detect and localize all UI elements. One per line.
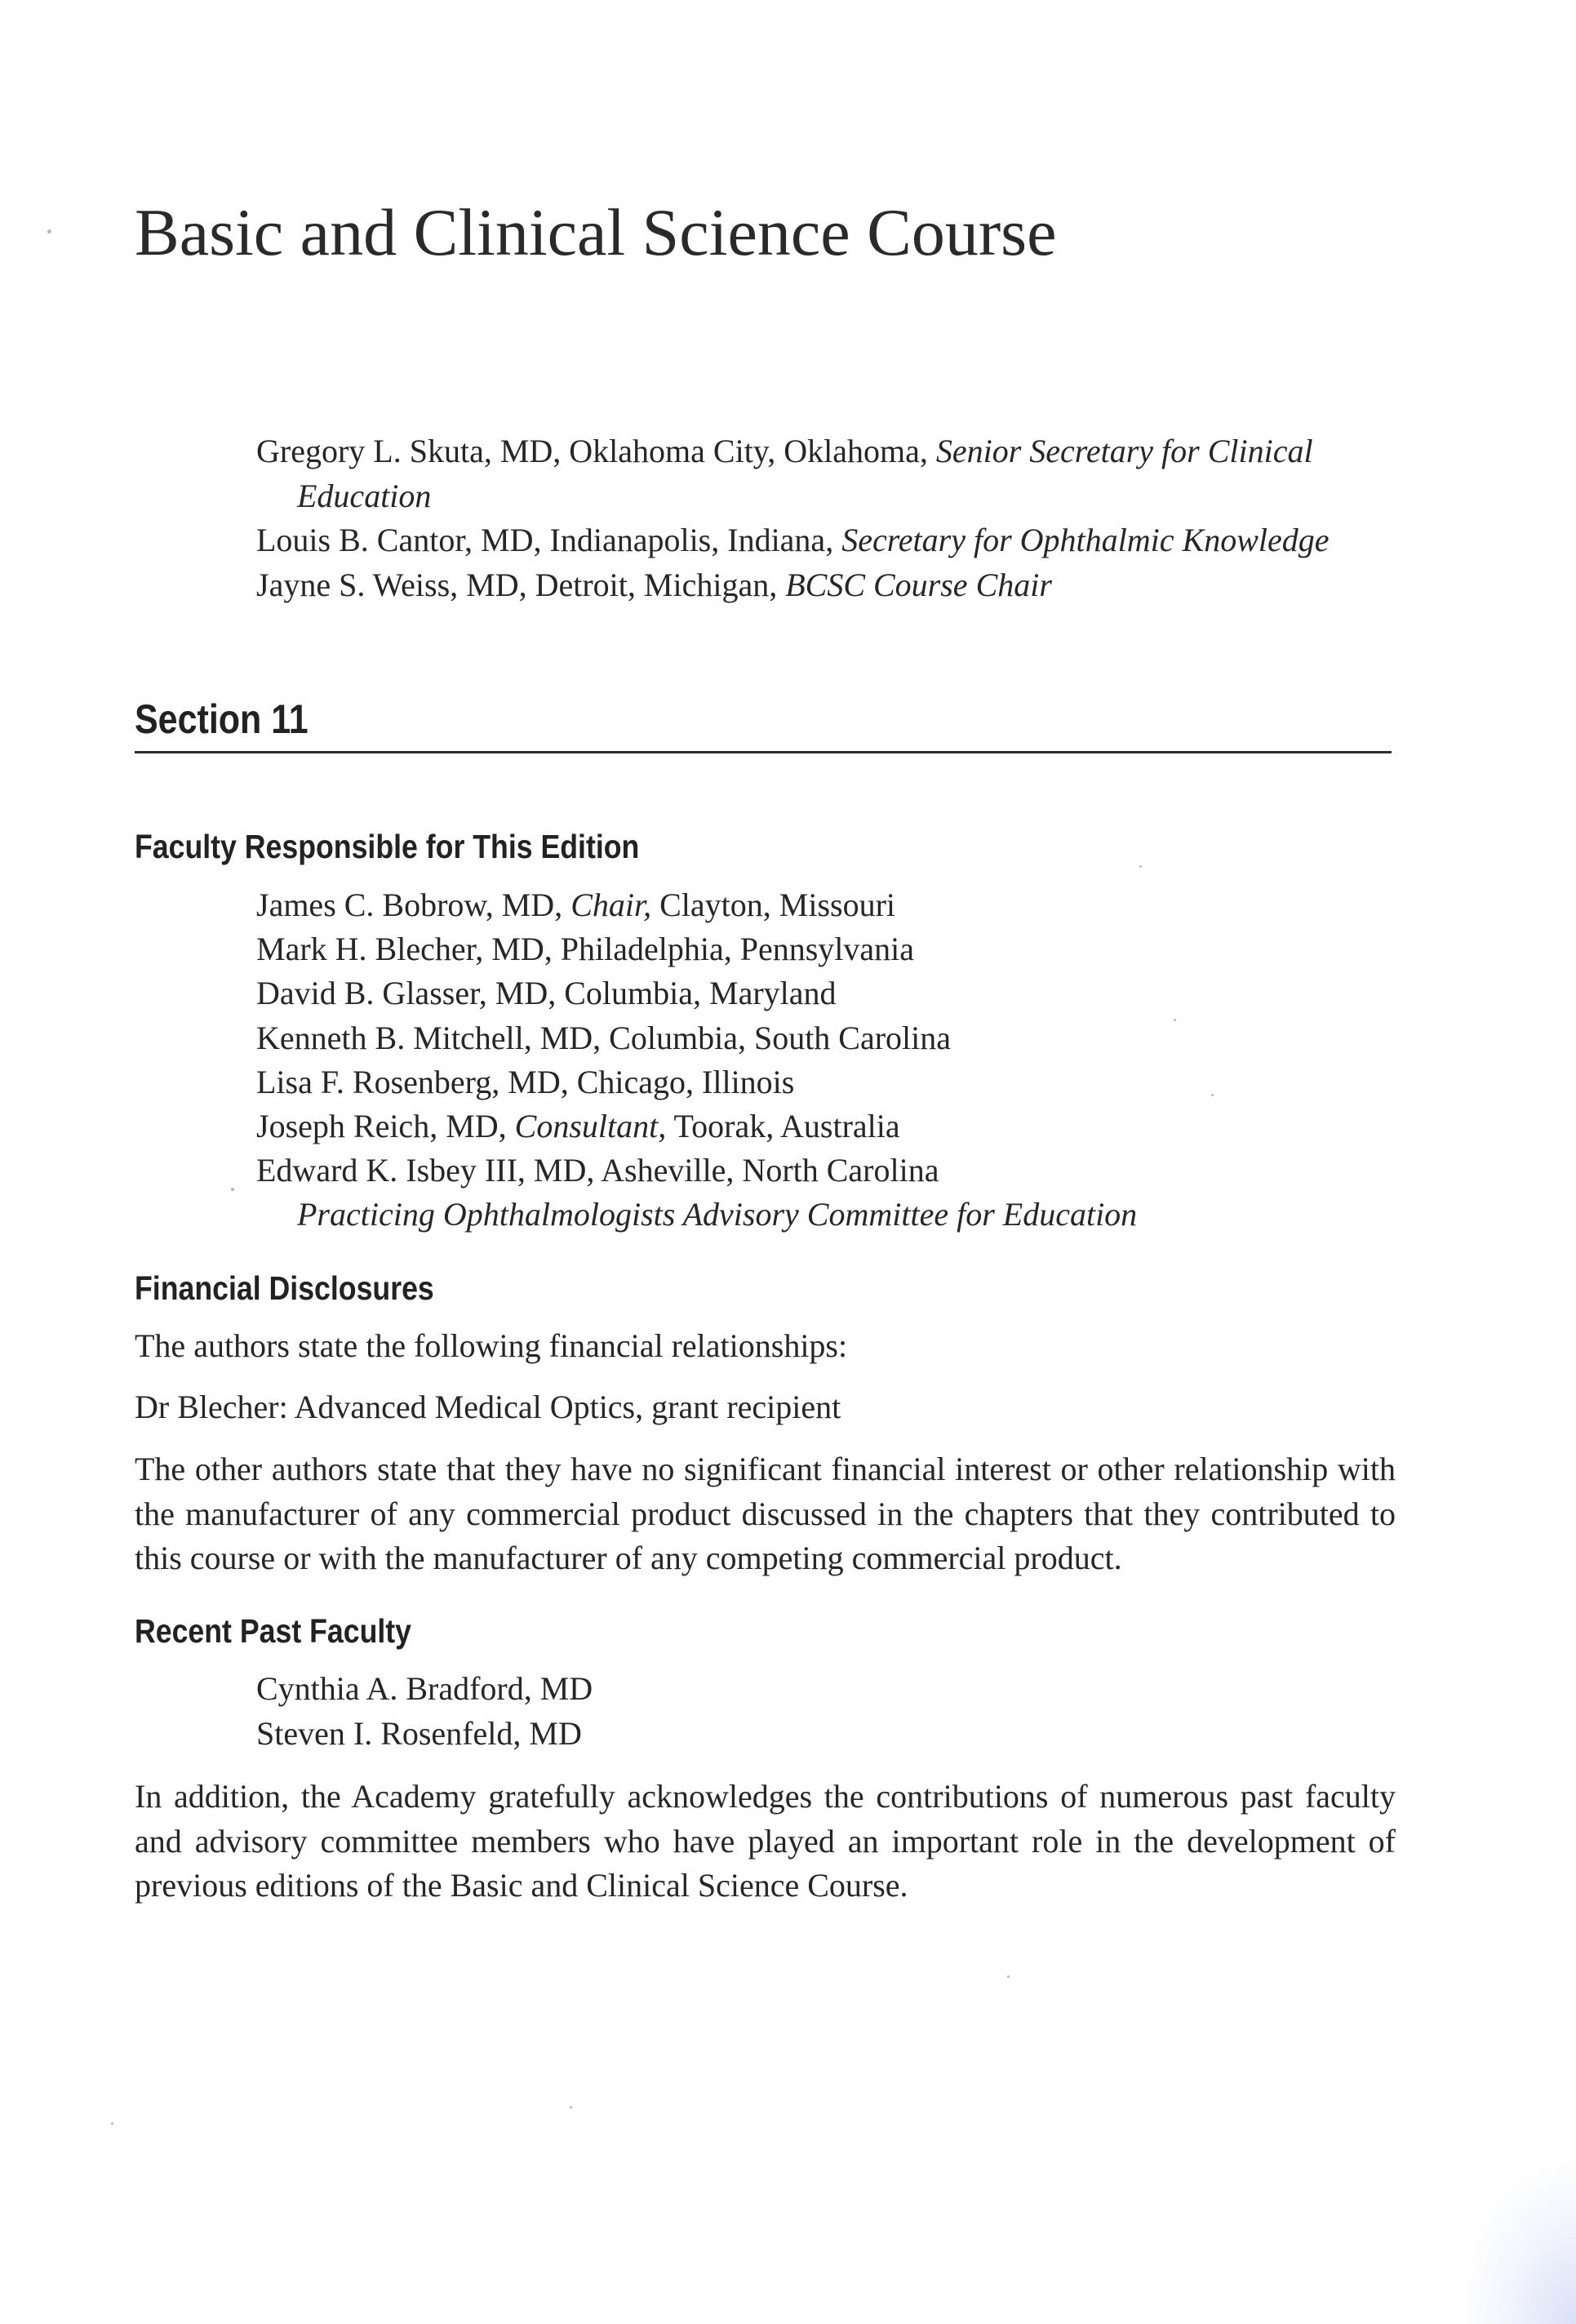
faculty-member-pre: James C. Bobrow, MD,: [256, 886, 571, 923]
faculty-member: [256, 1104, 1399, 1149]
scan-speck: [111, 2122, 113, 2125]
past-faculty-member: Steven I. Rosenfeld, MD: [256, 1714, 582, 1752]
disclosures-item: Dr Blecher: Advanced Medical Optics, grant recipient: [135, 1389, 841, 1425]
faculty-member-pre: Lisa F. Rosenberg, MD, Chicago, Illinois: [256, 1063, 795, 1100]
secretary-role: Senior Secretary for Clinical Education: [297, 433, 1313, 514]
faculty-member-pre: Kenneth B. Mitchell, MD, Columbia, South Carolina: [256, 1019, 952, 1056]
faculty-list: [256, 883, 1399, 1238]
disclosures-heading: Financial Disclosures: [135, 1269, 434, 1307]
scan-speck: [47, 229, 51, 233]
faculty-member-pre: Joseph Reich, MD,: [256, 1108, 515, 1145]
secretary-entry: [256, 429, 1415, 518]
secretaries-list: [256, 429, 1415, 607]
faculty-member-role: Chair,: [570, 886, 652, 923]
past-faculty-member: Cynthia A. Bradford, MD: [256, 1670, 593, 1707]
faculty-member: [256, 883, 1399, 927]
disclosures-statement: The other authors state that they have no significant financial interest or other relationship with the manufacturer of any commercial product discussed in the chapters that they contributed to this course or with the manufacturer of any competing commercial product.: [135, 1451, 1396, 1576]
section-heading: Section 11: [135, 696, 309, 742]
secretary-role: Secretary for Ophthalmic Knowledge: [841, 522, 1330, 558]
past-faculty-list: [256, 1667, 593, 1756]
faculty-member-pre: David B. Glasser, MD, Columbia, Maryland: [256, 975, 837, 1012]
secretary-name-place: Jayne S. Weiss, MD, Detroit, Michigan,: [256, 566, 778, 603]
section-rule: [135, 751, 1392, 753]
faculty-member-pre: Mark H. Blecher, MD, Philadelphia, Pennsylvania: [256, 931, 915, 968]
scan-speck: [1174, 1019, 1176, 1021]
disclosures-intro: The authors state the following financial relationships:: [135, 1327, 848, 1364]
scan-corner-tint: [1462, 2161, 1576, 2324]
faculty-member: [256, 971, 1399, 1015]
faculty-member-role: Consultant,: [514, 1108, 667, 1145]
faculty-member-pre: Edward K. Isbey III, MD, Asheville, North Carolina: [256, 1152, 939, 1189]
scan-speck: [1139, 865, 1142, 868]
page-title: Basic and Clinical Science Course: [135, 195, 1057, 269]
past-faculty-heading: Recent Past Faculty: [135, 1612, 411, 1650]
faculty-member-post: Toorak, Australia: [666, 1108, 900, 1145]
scan-speck: [231, 1188, 234, 1191]
scan-speck: [1007, 1975, 1010, 1978]
secretary-name-place: Gregory L. Skuta, MD, Oklahoma City, Oklahoma,: [256, 433, 928, 469]
secretary-role: BCSC Course Chair: [785, 566, 1052, 603]
faculty-heading: Faculty Responsible for This Edition: [135, 828, 640, 865]
faculty-member-post: Clayton, Missouri: [651, 886, 896, 923]
acknowledgment-paragraph: In addition, the Academy gratefully acknowledges the contributions of numerous past faculty and advisory committee members who have played an important role in the development of previous editions of the Basic and Clinical Science Course.: [135, 1778, 1396, 1904]
faculty-member: [256, 1016, 1399, 1060]
scan-speck: [570, 2106, 572, 2108]
faculty-member: [256, 927, 1399, 971]
secretary-name-place: Louis B. Cantor, MD, Indianapolis, Indiana,: [256, 522, 834, 558]
secretary-entry: [256, 563, 1415, 608]
faculty-member: [256, 1060, 1399, 1104]
faculty-member-affiliation: Practicing Ophthalmologists Advisory Committee for Education: [297, 1196, 1138, 1233]
secretary-entry: [256, 518, 1415, 563]
scan-speck: [1211, 1094, 1214, 1096]
faculty-member: [256, 1149, 1399, 1193]
